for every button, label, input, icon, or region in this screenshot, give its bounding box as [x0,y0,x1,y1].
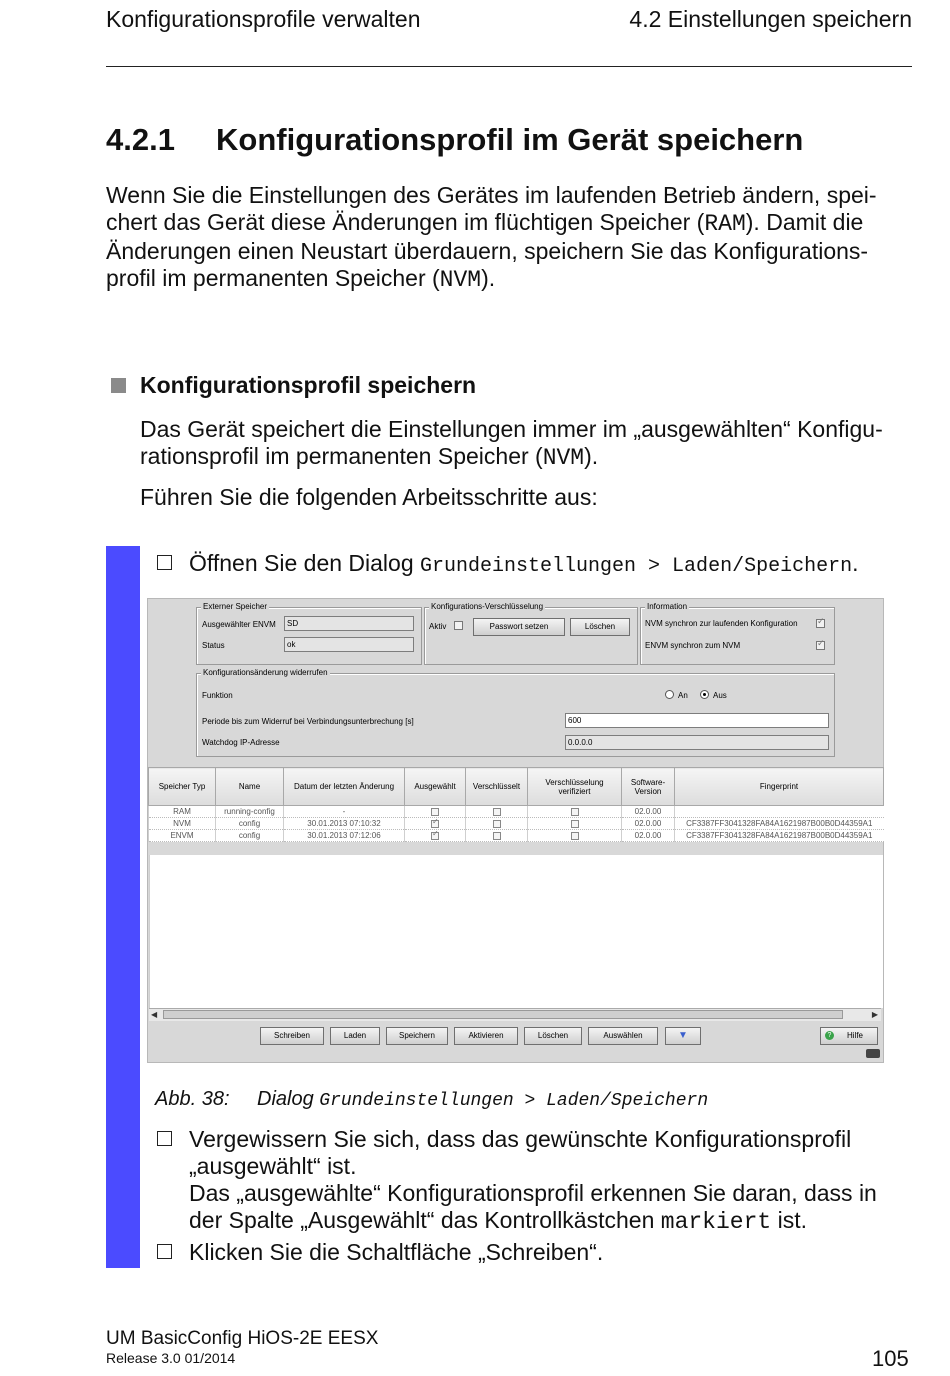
config-undo-group [196,668,835,757]
cell-verified [528,806,622,818]
envm-sync-checkbox [816,641,825,650]
information-group [640,602,835,665]
step-2 [189,1126,877,1236]
caption-text: Dialog [257,1088,320,1110]
bullet-square-icon [111,378,126,393]
subsection-instruction: Führen Sie die folgenden Arbeitsschritte aus: [140,484,598,510]
laden-button[interactable]: Laden [330,1027,380,1045]
more-dropdown-button[interactable] [665,1027,701,1045]
menu-path-code: Grundeinstellungen > Laden/Speichern [420,555,853,578]
step-text: ist. [771,1207,807,1233]
section-heading [106,122,803,158]
cell-version: 02.0.00 [622,818,675,830]
auswaehlen-button[interactable]: Auswählen [588,1027,658,1045]
column-header[interactable]: Ausgewählt [405,768,466,806]
header-rule [106,66,912,67]
watchdog-field[interactable]: 0.0.0.0 [565,735,829,750]
table-empty-area [149,855,883,1008]
intro-paragraph [106,182,912,294]
table-header-row [149,768,884,806]
cell-encrypted [466,830,528,842]
cell-selected [405,806,466,818]
step-1 [189,550,858,580]
procedure-marker-bar [106,546,140,1268]
status-field: ok [284,637,414,652]
cell-fingerprint [675,806,884,818]
cell-selected [405,830,466,842]
step-text: . [852,550,859,576]
encrypted-checkbox [493,832,501,840]
aktiv-checkbox[interactable] [454,621,463,630]
step-line [189,1207,877,1236]
cell-name: running-config [216,806,284,818]
footer-manual-title: UM BasicConfig HiOS-2E EESX [106,1328,379,1349]
aktiv-label: Aktiv [429,622,447,631]
delete-encryption-button[interactable]: Löschen [570,618,630,636]
external-storage-group [196,602,422,665]
cell-version: 02.0.00 [622,830,675,842]
step-line: Vergewissern Sie sich, dass das gewünschte Konfigurationsprofil [189,1126,852,1152]
verified-checkbox [571,808,579,816]
subsection-text: rationsprofil im permanenten Speicher ( [140,443,543,469]
step-line: Das „ausgewählte“ Konfigurationsprofil erkennen Sie daran, dass in [189,1180,877,1206]
step-line: „ausgewählt“ ist. [189,1153,357,1179]
group-title: Information [647,602,688,611]
intro-line-1: Wenn Sie die Einstellungen des Gerätes im laufenden Betrieb ändern, spei- [106,182,877,208]
hilfe-label: Hilfe [846,1031,863,1040]
period-field[interactable]: 600 [565,713,829,728]
table-row[interactable] [149,830,884,842]
cell-encrypted [466,806,528,818]
section-number: 4.2.1 [106,122,175,157]
group-title: Konfigurationsänderung widerrufen [203,668,328,677]
intro-text: ). [481,265,496,291]
code-markiert: markiert [660,1209,772,1235]
intro-text: ). Damit die [745,209,864,235]
selected-checkbox[interactable] [431,808,439,816]
cell-encrypted [466,818,528,830]
column-header[interactable]: Verschlüsselung verifiziert [528,768,622,806]
intro-line-2 [106,209,912,238]
undo-off-label: Aus [713,691,727,700]
intro-line-3: Änderungen einen Neustart überdauern, speichern Sie das Konfigurations- [106,238,869,264]
running-header-section: 4.2 Einstellungen speichern [629,6,912,32]
config-profiles-table [148,767,884,842]
column-header[interactable]: Name [216,768,284,806]
cell-date: - [284,806,405,818]
cell-name: config [216,830,284,842]
loeschen-button[interactable]: Löschen [524,1027,582,1045]
config-encryption-group [424,602,638,665]
subsection-line-1: Das Gerät speichert die Einstellungen immer im „ausgewählten“ Konfigu- [140,416,883,442]
cell-fingerprint: CF3387FF3041328FA84A1621987B00B0D44359A1 [675,830,884,842]
encrypted-checkbox [493,820,501,828]
undo-on-radio[interactable] [665,690,674,699]
step-checkbox-icon [157,1244,172,1259]
cell-type: ENVM [149,830,216,842]
watchdog-label: Watchdog IP-Adresse [202,738,280,747]
footer-release: Release 3.0 01/2014 [106,1350,236,1366]
envm-label: Ausgewählter ENVM [202,620,276,629]
cell-type: RAM [149,806,216,818]
scroll-right-icon[interactable]: ▶ [871,1010,878,1019]
selected-checkbox[interactable] [431,832,439,840]
intro-text: profil im permanenten Speicher ( [106,265,440,291]
nvm-sync-checkbox [816,619,825,628]
step-text: Öffnen Sie den Dialog [189,550,421,576]
encrypted-checkbox [493,808,501,816]
undo-on-label: An [678,691,688,700]
cell-fingerprint: CF3387FF3041328FA84A1621987B00B0D44359A1 [675,818,884,830]
column-header[interactable]: Datum der letzten Änderung [284,768,405,806]
funktion-label: Funktion [202,691,233,700]
group-title: Externer Speicher [203,602,268,611]
page-number: 105 [872,1346,909,1371]
column-header[interactable]: Software-Version [622,768,675,806]
hilfe-button[interactable] [820,1027,878,1045]
column-header[interactable]: Fingerprint [675,768,884,806]
aktivieren-button[interactable]: Aktivieren [454,1027,518,1045]
column-header[interactable]: Speicher Typ [149,768,216,806]
cell-date: 30.01.2013 07:10:32 [284,818,405,830]
step-checkbox-icon [157,1131,172,1146]
subsection-title: Konfigurationsprofil speichern [140,372,477,398]
chevron-down-icon: ▼ [678,1030,688,1041]
selected-checkbox[interactable] [431,820,439,828]
nvm-sync-label: NVM synchron zur laufenden Konfiguration [645,619,798,628]
subsection-line-2 [140,443,912,472]
scroll-left-icon[interactable]: ◀ [151,1010,158,1019]
group-title: Konfigurations-Verschlüsselung [431,602,544,611]
step-text: der Spalte „Ausgewählt“ das Kontrollkästchen [189,1207,661,1233]
intro-line-4 [106,265,912,294]
figure-caption [155,1088,708,1111]
help-icon: ? [825,1031,834,1040]
code-nvm: NVM [542,445,585,471]
cell-verified [528,818,622,830]
running-header-chapter: Konfigurationsprofile verwalten [106,6,421,32]
table-row[interactable] [149,806,884,818]
period-label: Periode bis zum Widerruf bei Verbindungsunterbrechung [s] [202,717,414,726]
intro-text: chert das Gerät diese Änderungen im flüchtigen Speicher ( [106,209,705,235]
undo-off-radio[interactable] [700,690,709,699]
column-header[interactable]: Verschlüsselt [466,768,528,806]
figure-number: Abb. 38: [155,1088,230,1110]
caption-menu-path: Grundeinstellungen > Laden/Speichern [319,1091,709,1111]
cell-name: config [216,818,284,830]
step-3: Klicken Sie die Schaltfläche „Schreiben“. [189,1239,604,1265]
speichern-button[interactable]: Speichern [386,1027,448,1045]
status-label: Status [202,641,225,650]
set-password-button[interactable]: Passwort setzen [473,618,565,636]
subsection-paragraph [140,416,912,472]
scroll-thumb[interactable] [163,1010,843,1019]
verified-checkbox [571,820,579,828]
schreiben-button[interactable]: Schreiben [260,1027,324,1045]
cell-date: 30.01.2013 07:12:06 [284,830,405,842]
horizontal-scrollbar[interactable] [149,1008,881,1021]
cell-version: 02.0.00 [622,806,675,818]
code-ram: RAM [704,211,746,237]
subsection-text: ). [584,443,599,469]
cell-verified [528,830,622,842]
table-row[interactable] [149,818,884,830]
load-save-dialog [147,598,884,1063]
cell-selected [405,818,466,830]
cell-type: NVM [149,818,216,830]
verified-checkbox [571,832,579,840]
code-nvm: NVM [439,267,482,293]
step-checkbox-icon [157,555,172,570]
envm-field[interactable]: SD [284,616,414,631]
envm-sync-label: ENVM synchron zum NVM [645,641,741,650]
section-title: Konfigurationsprofil im Gerät speichern [216,122,804,157]
status-indicator-icon [866,1049,880,1058]
